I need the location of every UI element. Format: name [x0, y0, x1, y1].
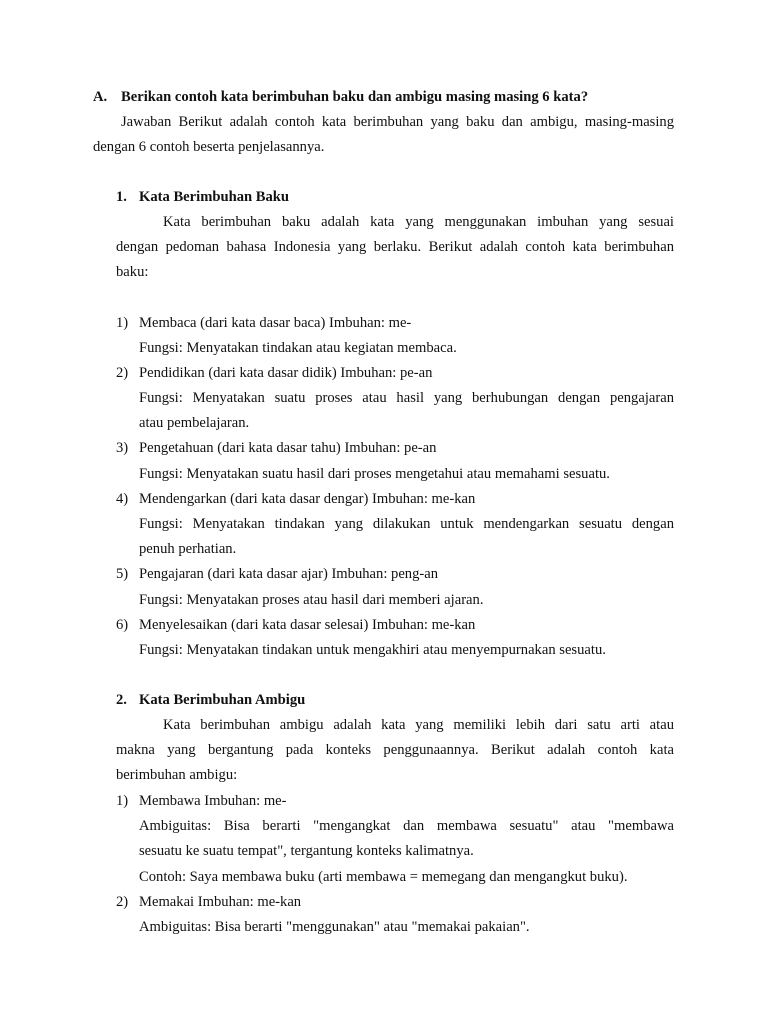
- answer-intro-line-1: Jawaban Berikut adalah contoh kata berimbuhan yang baku dan ambigu, masing-masing: [121, 114, 674, 130]
- list-item-word: Mendengarkan (dari kata dasar dengar) Imbuhan: me-kan: [139, 491, 476, 507]
- list-item-word: Membaca (dari kata dasar baca) Imbuhan: me-: [139, 315, 412, 331]
- list-item-word: Menyelesaikan (dari kata dasar selesai) Imbuhan: me-kan: [139, 617, 476, 633]
- list-item-marker: 4): [116, 491, 129, 507]
- list-item-word: Pendidikan (dari kata dasar didik) Imbuhan: pe-an: [139, 365, 433, 381]
- list-item-marker: 1): [116, 793, 129, 809]
- list-item-marker: 1): [116, 315, 129, 331]
- list-item-word: Pengetahuan (dari kata dasar tahu) Imbuhan: pe-an: [139, 440, 437, 456]
- question-text: Berikan contoh kata berimbuhan baku dan ambigu masing masing 6 kata?: [121, 89, 589, 105]
- list-item-function: Fungsi: Menyatakan tindakan untuk mengakhiri atau menyempurnakan sesuatu.: [139, 642, 606, 658]
- answer-intro-line-2: dengan 6 contoh beserta penjelasannya.: [93, 139, 325, 155]
- list-item-ambiguity-cont: sesuatu ke suatu tempat", tergantung konteks kalimatnya.: [139, 843, 474, 859]
- list-item-function-cont: atau pembelajaran.: [139, 415, 250, 431]
- list-item-marker: 5): [116, 566, 129, 582]
- list-item-function: Fungsi: Menyatakan suatu proses atau hasil yang berhubungan dengan pengajaran: [139, 390, 674, 406]
- section-1-desc-line-2: dengan pedoman bahasa Indonesia yang berlaku. Berikut adalah contoh kata berimbuhan: [116, 239, 674, 255]
- section-2-desc-line-3: berimbuhan ambigu:: [116, 767, 238, 783]
- list-item-ambiguity: Ambiguitas: Bisa berarti "menggunakan" atau "memakai pakaian".: [139, 919, 530, 935]
- list-item-word: Membawa Imbuhan: me-: [139, 793, 287, 809]
- list-item-function: Fungsi: Menyatakan tindakan atau kegiatan membaca.: [139, 340, 457, 356]
- section-1-desc-line-3: baku:: [116, 264, 149, 280]
- section-1-desc-line-1: Kata berimbuhan baku adalah kata yang menggunakan imbuhan yang sesuai: [163, 214, 674, 230]
- list-item-ambiguity: Ambiguitas: Bisa berarti "mengangkat dan membawa sesuatu" atau "membawa: [139, 818, 674, 834]
- section-1-heading: Kata Berimbuhan Baku: [139, 189, 290, 205]
- list-item-example: Contoh: Saya membawa buku (arti membawa = memegang dan mengangkut buku).: [139, 869, 628, 885]
- list-item-function: Fungsi: Menyatakan tindakan yang dilakukan untuk mendengarkan sesuatu dengan: [139, 516, 674, 532]
- question-marker: A.: [93, 89, 108, 105]
- list-item-marker: 2): [116, 365, 129, 381]
- list-item-marker: 2): [116, 894, 129, 910]
- section-2-heading: Kata Berimbuhan Ambigu: [139, 692, 306, 708]
- list-item-function-cont: penuh perhatian.: [139, 541, 237, 557]
- list-item-word: Memakai Imbuhan: me-kan: [139, 894, 302, 910]
- list-item-function: Fungsi: Menyatakan suatu hasil dari proses mengetahui atau memahami sesuatu.: [139, 466, 610, 482]
- section-1-marker: 1.: [116, 189, 127, 205]
- list-item-marker: 6): [116, 617, 129, 633]
- section-2-desc-line-2: makna yang bergantung pada konteks penggunaannya. Berikut adalah contoh kata: [116, 742, 674, 758]
- list-item-word: Pengajaran (dari kata dasar ajar) Imbuhan: peng-an: [139, 566, 439, 582]
- section-2-desc-line-1: Kata berimbuhan ambigu adalah kata yang memiliki lebih dari satu arti atau: [163, 717, 674, 733]
- list-item-function: Fungsi: Menyatakan proses atau hasil dari memberi ajaran.: [139, 592, 484, 608]
- section-2-marker: 2.: [116, 692, 127, 708]
- list-item-marker: 3): [116, 440, 129, 456]
